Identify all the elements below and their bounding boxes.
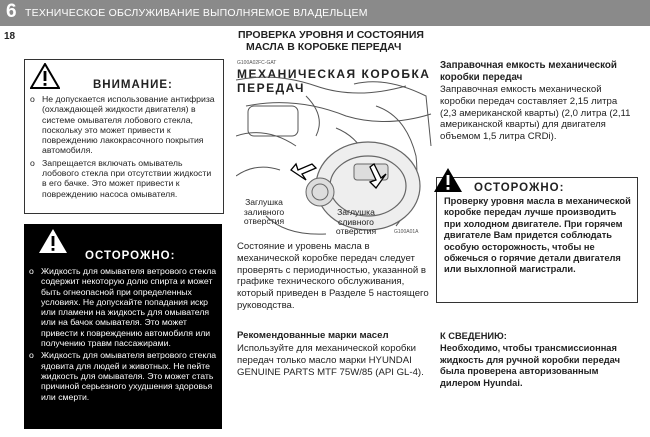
section-body: Состояние и уровень масла в механической коробке передач следует проверять с периодичностью, указанной в графике технического обслуживания, который приведен в Разделе 5 настоящего руководства.: [237, 241, 429, 311]
caution-title-left: ОСТОРОЖНО:: [85, 250, 176, 262]
warning-title: ВНИМАНИЕ:: [93, 79, 173, 91]
caution-box-left: [24, 224, 222, 429]
list-item: o Запрещается включать омыватель лобового стекла при отсутствии жидкости в его бачке. Это может привести к повреждению насоса омывателя.: [30, 157, 212, 199]
section-title: МЕХАНИЧЕСКАЯ КОРОБКА ПЕРЕДАЧ: [237, 67, 431, 95]
section-heading: ПРОВЕРКА УРОВНЯ И СОСТОЯНИЯ МАСЛА В КОРОБКЕ ПЕРЕДАЧ: [238, 29, 424, 53]
list-item: o Жидкость для омывателя ветрового стекла содержит некоторую долю спирта и может быть огнеопасной при определенных условиях. Не допускайте попадания искр или пламени на жидкость для омывателя или на бачок омывателя. Это может привести к повреждению автомобиля или получению травм пассажирами.: [29, 266, 217, 349]
info-title: К СВЕДЕНИЮ:: [440, 331, 507, 341]
transmission-illustration: [236, 66, 433, 238]
section-code: G100A02FC-GAT: [237, 60, 277, 66]
page-number: 18: [4, 31, 16, 42]
oil-body: Используйте для механической коробки передач только масло марки HYUNDAI GENUINE PARTS MTF 75W/85 (API GL-4).: [237, 343, 424, 378]
list-item: o Не допускается использование антифриза (охлаждающей жидкости двигателя) в системе омывателя лобового стекла, поскольку это может привести к повреждению лакокрасочного покрытия автомобиля.: [30, 94, 215, 156]
caution-list: [29, 266, 217, 404]
figure-code: G100A01A: [394, 229, 419, 235]
info-box: [440, 331, 640, 389]
fill-plug-label: Заглушка заливного отверстия: [243, 197, 285, 227]
drain-plug-label: Заглушка сливного отверстия: [335, 207, 377, 237]
page-header: [0, 0, 650, 26]
oil-heading: Рекомендованные марки масел: [237, 330, 389, 341]
chapter-title: ТЕХНИЧЕСКОЕ ОБСЛУЖИВАНИЕ ВЫПОЛНЯЕМОЕ ВЛАДЕЛЬЦЕМ: [25, 7, 368, 19]
caution-body-right: Проверку уровня масла в механической коробке передач лучше производить при холодном двигателе. При горячем двигателе Вам придется соблюдать особую осторожность, чтобы не обжечься о горячие детали двигателя или выхлопной магистрали.: [444, 196, 631, 275]
caution-box-right: [436, 177, 638, 303]
chapter-number: 6: [6, 1, 17, 22]
warning-box: [24, 59, 224, 214]
capacity-heading: Заправочная емкость механической коробки передач: [440, 60, 617, 83]
list-item: o Жидкость для омывателя ветрового стекла ядовита для людей и животных. Не пейте жидкость для омывателя. Это может стать причиной серьезного ухудшения здоровья или смерти.: [29, 350, 217, 402]
warning-triangle-icon: [30, 63, 60, 89]
capacity-body: Заправочная емкость механической коробки передач составляет 2,15 литра (2,3 американской кварты) (2,0 литра (2,11 американской кварты) для двигателя объемом 1,5 литра CRDi).: [440, 84, 631, 143]
info-body: Необходимо, чтобы трансмиссионная жидкость для ручной коробки передач была проверена авторизованным дилером Hyundai.: [440, 343, 620, 388]
caution-triangle-icon: [433, 167, 463, 193]
warning-list: [30, 94, 218, 201]
caution-triangle-icon: [38, 228, 68, 254]
caution-title-right: ОСТОРОЖНО:: [474, 182, 565, 194]
